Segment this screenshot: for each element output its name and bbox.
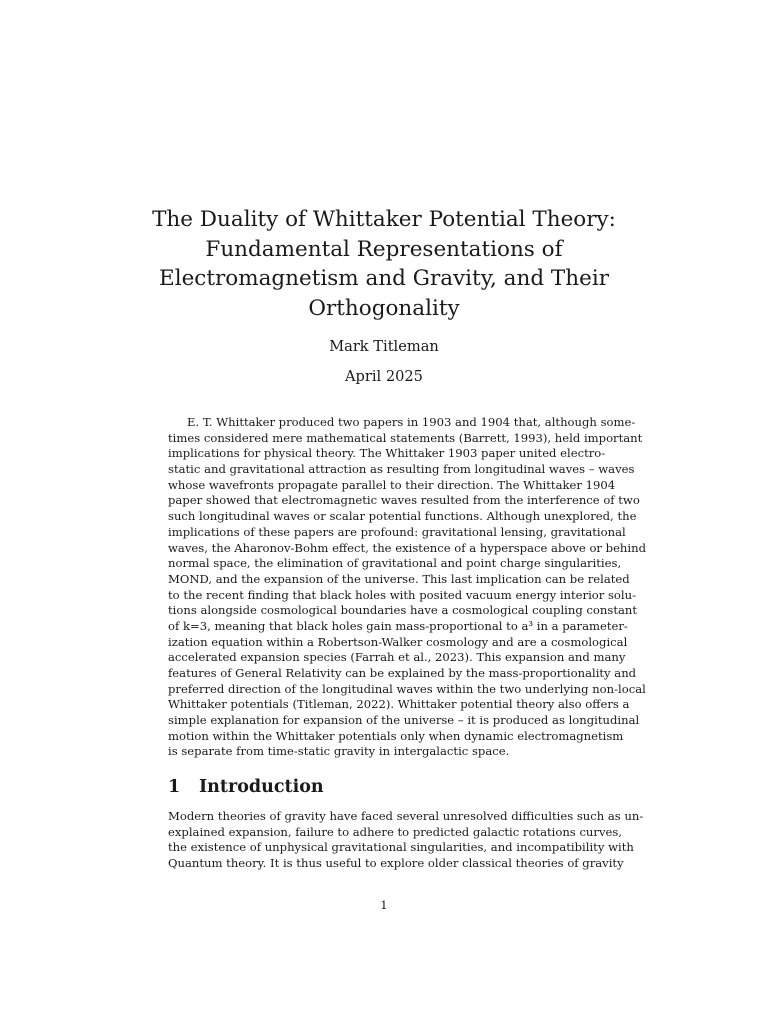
title-line: Orthogonality — [308, 295, 460, 321]
author-name: Mark Titleman — [329, 338, 439, 355]
abstract-line: waves, the Aharonov-Bohm effect, the existence of a hyperspace above or behind — [168, 540, 646, 555]
abstract-line: normal space, the elimination of gravitational and point charge singularities, — [168, 556, 622, 571]
abstract-line: MOND, and the expansion of the universe. This last implication can be related — [168, 571, 630, 586]
abstract-line: motion within the Whittaker potentials only when dynamic electromagnetism — [168, 728, 624, 743]
introduction-text — [168, 809, 644, 872]
abstract-line: times considered mere mathematical statements (Barrett, 1993), held important — [168, 430, 643, 445]
abstract-line: such longitudinal waves or scalar potential functions. Although unexplored, the — [168, 509, 637, 524]
abstract-line: tions alongside cosmological boundaries have a cosmological coupling constant — [168, 603, 638, 618]
abstract-line: is separate from time-static gravity in intergalactic space. — [168, 744, 510, 759]
abstract — [168, 415, 646, 760]
title-line: The Duality of Whittaker Potential Theory: — [152, 207, 616, 232]
abstract-line: implications for physical theory. The Whittaker 1903 paper united electro- — [168, 446, 606, 461]
abstract-line: simple explanation for expansion of the universe – it is produced as longitudinal — [168, 713, 640, 728]
abstract-line: to the recent finding that black holes with posited vacuum energy interior solu- — [168, 587, 637, 602]
intro-line: the existence of unphysical gravitational singularities, and incompatibility with — [168, 840, 634, 855]
intro-line: explained expansion, failure to adhere to predicted galactic rotations curves, — [168, 824, 622, 839]
abstract-line: Whittaker potentials (Titleman, 2022). Whittaker potential theory also offers a — [168, 697, 630, 712]
abstract-line: features of General Relativity can be explained by the mass-proportionality and — [168, 666, 637, 680]
publication-date: April 2025 — [345, 368, 423, 385]
intro-line: Quantum theory. It is thus useful to explore older classical theories of gravity — [168, 856, 624, 871]
abstract-line: whose wavefronts propagate parallel to their direction. The Whittaker 1904 — [168, 477, 616, 492]
abstract-line: preferred direction of the longitudinal waves within the two underlying non-local — [168, 681, 646, 696]
abstract-line: paper showed that electromagnetic waves resulted from the interference of two — [168, 493, 640, 508]
abstract-line: of k=3, meaning that black holes gain mass-proportional to a³ in a parameter- — [168, 618, 628, 633]
paper-title — [150, 205, 618, 323]
section-heading — [168, 775, 324, 799]
abstract-line: ization equation within a Robertson-Walker cosmology and are a cosmological — [168, 634, 628, 649]
abstract-line: accelerated expansion species (Farrah et al., 2023). This expansion and many — [168, 650, 626, 665]
section-title: Introduction — [199, 777, 324, 797]
section-number: 1 — [168, 777, 181, 797]
abstract-line: static and gravitational attraction as resulting from longitudinal waves – waves — [168, 462, 635, 477]
abstract-line: implications of these papers are profound: gravitational lensing, gravitational — [168, 524, 626, 539]
title-line: Fundamental Representations of — [205, 236, 563, 262]
abstract-line: E. T. Whittaker produced two papers in 1903 and 1904 that, although some- — [187, 415, 636, 429]
intro-line: Modern theories of gravity have faced several unresolved difficulties such as un- — [168, 809, 644, 823]
title-line: Electromagnetism and Gravity, and Their — [159, 266, 609, 292]
page-number: 1 — [380, 898, 388, 912]
